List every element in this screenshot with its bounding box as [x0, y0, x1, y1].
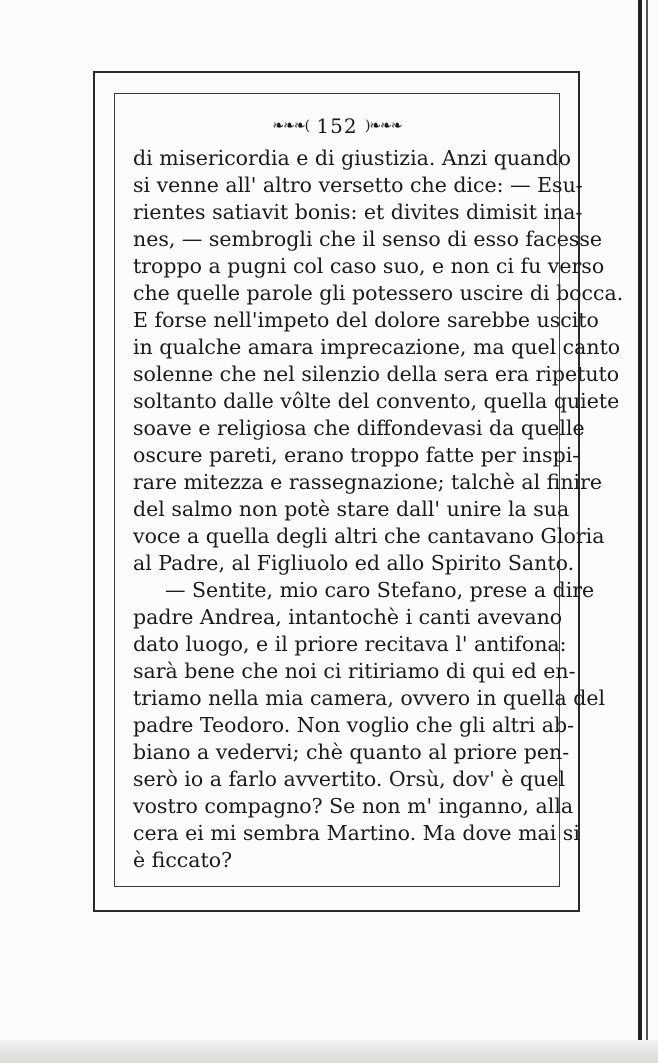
text-line: serò io a farlo avvertito. Orsù, dov' è quel — [133, 767, 566, 791]
text-line: al Padre, al Figliuolo ed allo Spirito Santo. — [133, 551, 575, 575]
page-header — [114, 114, 560, 138]
text-line: di misericordia e di giustizia. Anzi quando — [133, 146, 571, 170]
spine-edge-inner — [646, 0, 648, 1063]
text-line: cera ei mi sembra Martino. Ma dove mai si — [133, 821, 580, 845]
text-line: si venne all' altro versetto che dice: — Esu- — [133, 173, 583, 197]
text-line: oscure pareti, erano troppo fatte per inspi- — [133, 443, 580, 467]
text-line: che quelle parole gli potessero uscire di bocca. — [133, 281, 624, 305]
text-line: E forse nell'impeto del dolore sarebbe uscito — [133, 308, 599, 332]
text-line: del salmo non potè stare dall' unire la sua — [133, 497, 570, 521]
text-line: biano a vedervi; chè quanto al priore pen- — [133, 740, 570, 764]
text-line: voce a quella degli altri che cantavano Gloria — [133, 524, 605, 548]
text-line: soave e religiosa che diffondevasi da quelle — [133, 416, 585, 440]
text-line: vostro compagno? Se non m' inganno, alla — [133, 794, 574, 818]
text-line: triamo nella mia camera, ovvero in quella del — [133, 686, 606, 710]
page-bottom-edge — [0, 1040, 658, 1063]
text-line: è ficcato? — [133, 848, 233, 872]
spine-edge — [638, 0, 642, 1063]
text-line: padre Andrea, intantochè i canti avevano — [133, 605, 563, 629]
text-line: rientes satiavit bonis: et divites dimisit ina- — [133, 200, 583, 224]
text-line: rare mitezza e rassegnazione; talchè al finire — [133, 470, 603, 494]
body-text — [133, 145, 624, 874]
text-line: dato luogo, e il priore recitava l' antifona: — [133, 632, 567, 656]
text-line: solenne che nel silenzio della sera era ripetuto — [133, 362, 620, 386]
header-ornament-left: ❧❧❧( — [272, 118, 310, 134]
text-line: soltanto dalle vôlte del convento, quella quiete — [133, 389, 620, 413]
text-line: sarà bene che noi ci ritiriamo di qui ed en- — [133, 659, 576, 683]
page-number: 152 — [316, 114, 358, 138]
text-line: troppo a pugni col caso suo, e non ci fu verso — [133, 254, 605, 278]
text-line: in qualche amara imprecazione, ma quel canto — [133, 335, 621, 359]
text-line: nes, — sembrogli che il senso di esso facesse — [133, 227, 603, 251]
header-ornament-right: )❧❧❧ — [364, 118, 402, 134]
text-line: — Sentite, mio caro Stefano, prese a dire — [165, 578, 595, 602]
text-line: padre Teodoro. Non voglio che gli altri ab- — [133, 713, 575, 737]
